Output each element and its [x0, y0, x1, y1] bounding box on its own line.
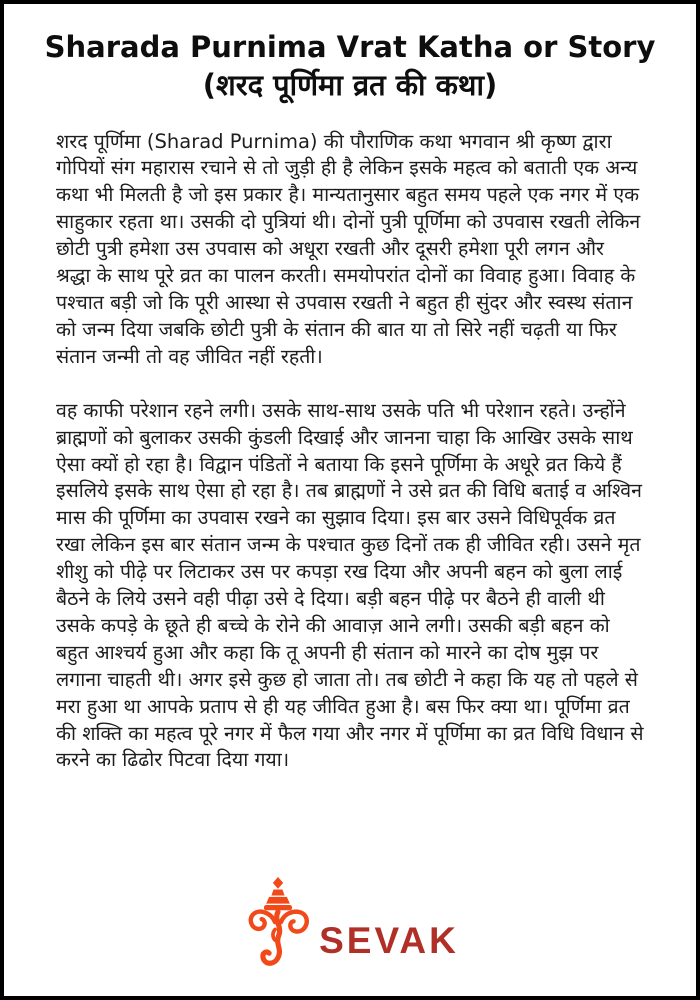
brand-name: SEVAK	[319, 920, 459, 961]
page-title-english: Sharada Purnima Vrat Katha or Story	[44, 30, 656, 64]
story-paragraph-1: शरद पूर्णिमा (Sharad Purnima) की पौराणिक कथा भगवान श्री कृष्ण द्वारा गोपियों संग महारास रचाने से तो जुड़ी ही है लेकिन इसके महत्व को बताती एक अन्य कथा भी मिलती है जो इस प्रकार है। मान्यतानुसार बहुत समय पहले एक नगर में एक साहुकार रहता था। उसकी दो पुत्रियां थी। दोनों पुत्री पूर्णिमा को उपवास रखती लेकिन छोटी पुत्री हमेशा उस उपवास को अधूरा रखती और दूसरी हमेशा पूरी लगन और श्रद्धा के साथ पूरे व्रत का पालन करती। समयोपरांत दोनों का विवाह हुआ। विवाह के पश्चात बड़ी जो कि पूरी आस्था से उपवास रखती ने बहुत ही सुंदर और स्वस्थ संतान को जन्म दिया जबकि छोटी पुत्री के संतान की बात या तो सिरे नहीं चढ़ती या फिर संतान जन्मी तो वह जीवित नहीं रहती।	[56, 129, 641, 368]
story-paragraph-2: वह काफी परेशान रहने लगी। उसके साथ-साथ उसके पति भी परेशान रहते। उन्होंने ब्राह्मणों को बुलाकर उसकी कुंडली दिखाई और जानना चाहा कि आखिर उसके साथ ऐसा क्यों हो रहा है। विद्वान पंडितों ने बताया कि इसने पूर्णिमा के अधूरे व्रत किये हैं इसलिये इसके साथ ऐसा हो रहा है। तब ब्राह्मणों ने उसे व्रत की विधि बताई व अश्विन मास की पूर्णिमा का उपवास रखने का सुझाव दिया। इस बार उसने विधिपूर्वक व्रत रखा लेकिन इस बार संतान जन्म के पश्चात कुछ दिनों तक ही जीवित रही। उसने मृत शीशु को पीढ़े पर लिटाकर उस पर कपड़ा रख दिया और अपनी बहन को बुला लाई बैठने के लिये उसने वही पीढ़ा उसे दे दिया। बड़ी बहन पीढ़े पर बैठने ही वाली थी उसके कपड़े के छूते ही बच्चे के रोने की आवाज़ आने लगी। उसकी बड़ी बहन को बहुत आश्चर्य हुआ और कहा कि तू अपनी ही संतान को मारने का दोष मुझ पर लगाना चाहती थी। अगर इसे कुछ हो जाता तो। तब छोटी ने कहा कि यह तो पहले से मरा हुआ था आपके प्रताप से ही यह जीवित हुआ है। बस फिर क्या था। पूर्णिमा व्रत की शक्ति का महत्व पूरे नगर में फैल गया और नगर में पूर्णिमा का व्रत विधि विधान से करने का ढिढोर पिटवा दिया गया।	[56, 398, 644, 772]
page-title-block	[4, 28, 696, 105]
story-content	[56, 129, 644, 775]
brand-logo	[4, 876, 696, 980]
page-title-hindi: (शरद पूर्णिमा व्रत की कथा)	[202, 68, 498, 103]
ganesha-icon	[241, 876, 315, 980]
